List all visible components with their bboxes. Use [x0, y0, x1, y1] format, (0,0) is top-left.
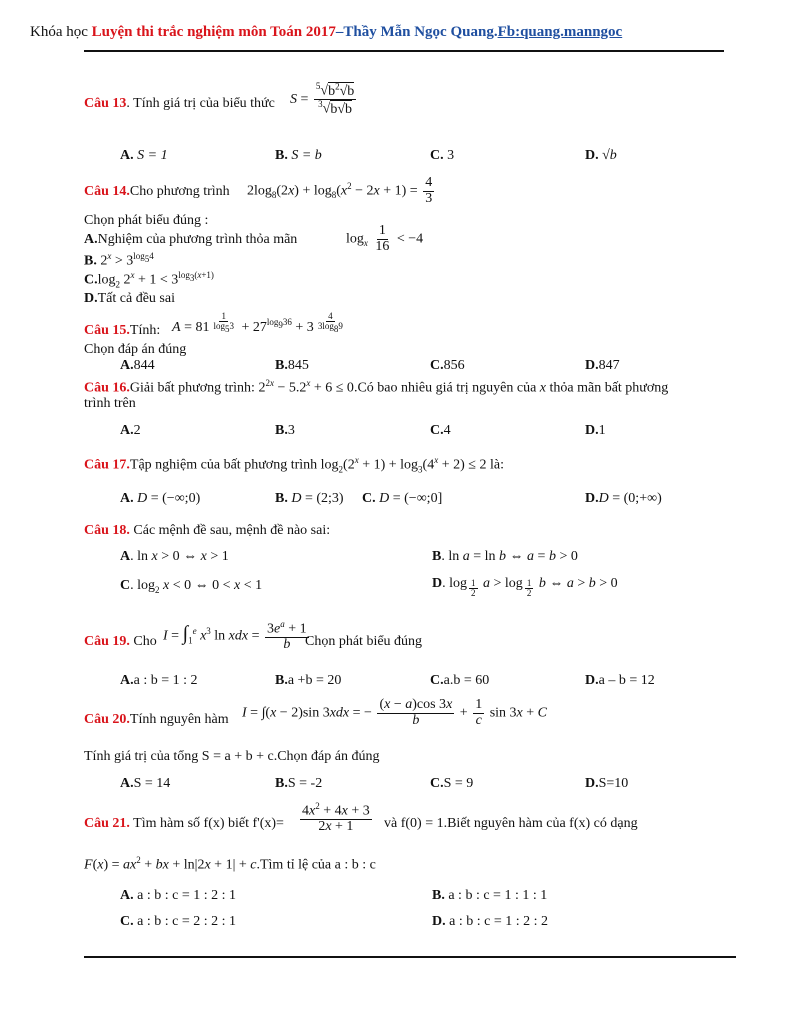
q21-text2: và f(0) = 1.Biết nguyên hàm của f(x) có dạng — [384, 816, 638, 831]
q14-choose: Chọn phát biểu đúng : — [84, 213, 209, 228]
q19-option-b[interactable]: B.a +b = 20 — [275, 673, 342, 688]
question-19: Câu 19. Cho — [84, 634, 157, 649]
question-13 — [84, 96, 275, 112]
q14-option-d[interactable]: D.Tất cả đều sai — [84, 291, 175, 306]
page-header — [30, 24, 622, 41]
q15-option-b[interactable]: B.845 — [275, 358, 309, 373]
q14-option-c[interactable]: $C.\log_2$ $2^x + 1 < 3^{log_3(x+1)}$ — [84, 270, 214, 290]
q19-text2: Chọn phát biểu đúng — [305, 634, 423, 649]
q13-option-b[interactable]: B. S = b — [275, 148, 322, 163]
q21-option-b[interactable]: B. a : b : c = 1 : 1 : 1 — [432, 888, 548, 903]
footer-divider — [84, 956, 736, 958]
q14-option-b[interactable]: B. $2^x > 3^{log_54}$ — [84, 251, 154, 269]
question-21: Câu 21. Tìm hàm số f(x) biết f'(x)= — [84, 816, 284, 831]
q18-option-d[interactable]: D. log $_{\frac{1}{2}}$ a > log $_{\frac{1}{2}}$ b ⇔ a > b > 0 — [432, 576, 618, 599]
q20-option-a[interactable]: A.S = 14 — [120, 776, 171, 791]
q19-option-a[interactable]: A.a : b = 1 : 2 — [120, 673, 198, 688]
q13-text: . Tính giá trị của biểu thức — [126, 96, 275, 111]
q17-option-d[interactable]: D.D = (0;+∞) — [585, 491, 662, 506]
q14-equation: $2\log_8(2x) + \log_8(x^2 - 2x + 1)$ = $\frac{4}{3}$ — [247, 175, 433, 206]
q15-choose: Chọn đáp án đúng — [84, 342, 187, 357]
q17-option-a[interactable]: A. D = (−∞;0) — [120, 491, 201, 506]
q20-option-c[interactable]: C.S = 9 — [430, 776, 474, 791]
q16-option-b[interactable]: B.3 — [275, 423, 295, 438]
q13-option-c[interactable]: C. 3 — [430, 148, 455, 163]
q20-option-d[interactable]: D.S=10 — [585, 776, 629, 791]
q16-option-d[interactable]: D.1 — [585, 423, 606, 438]
question-17: Câu 17.Tập nghiệm của bất phương trình $\log_2(2^x + 1) + \log_3(4^x + 2) \le 2$ là: — [84, 455, 504, 475]
header-teacher: Thầy Mẫn Ngọc Quang. — [343, 24, 498, 40]
q13-label: Câu 13 — [84, 96, 127, 111]
q13-formula: S = $\frac{^5√b^2√b}{^3√b√b}$ — [290, 81, 355, 117]
q13-option-a[interactable]: A. S = 1 — [120, 148, 168, 163]
q20-line2: Tính giá trị của tổng S = a + b + c.Chọn đáp án đúng — [84, 749, 380, 764]
q15-option-c[interactable]: C.856 — [430, 358, 465, 373]
header-dash: – — [335, 24, 344, 40]
question-14: Câu 14.Cho phương trình — [84, 184, 230, 199]
q18-option-b[interactable]: B. ln a = ln b ⇔ a = b > 0 — [432, 549, 578, 564]
header-prefix: Khóa học — [30, 24, 92, 40]
q21-line2: $F(x) = ax^2$ + bx + ln|2x + 1| + c.Tìm tỉ lệ của a : b : c — [84, 855, 376, 873]
question-16: Câu 16.Giải bất phương trình: $2^{2x} - 5.2^x + 6$ ≤ 0.Có bao nhiêu giá trị nguyên của x thỏa mãn bất phương — [84, 378, 669, 396]
q16-text-cont: trình trên — [84, 396, 136, 411]
question-15: Câu 15.Tính: — [84, 323, 161, 338]
q18-option-c[interactable]: C. $\log_2 x < 0$ ⇔ 0 < x < 1 — [120, 578, 263, 595]
q15-expression: A = 81 $^{\frac{1}{\log_53}}$ + $27^{log_936} + 3$ $^{\frac{4}{3\log_89}}$ — [172, 311, 343, 336]
q19-option-d[interactable]: D.a – b = 12 — [585, 673, 655, 688]
q15-option-d[interactable]: D.847 — [585, 358, 620, 373]
q16-option-c[interactable]: C.4 — [430, 423, 451, 438]
q15-option-a[interactable]: A.844 — [120, 358, 155, 373]
q18-option-a[interactable]: A. ln x > 0 ⇔ x > 1 — [120, 549, 229, 564]
q20-option-b[interactable]: B.S = -2 — [275, 776, 323, 791]
header-divider — [84, 50, 724, 52]
q19-integral: $I = \int_1^e$ $x^3$ ln xdx = $\frac{3e^a + 1}{b}$ — [163, 619, 307, 653]
header-course: Luyện thi trắc nghiệm môn Toán 2017 — [91, 24, 336, 40]
header-facebook-link[interactable]: Fb:quang.manngoc — [497, 24, 623, 40]
q16-option-a[interactable]: A.2 — [120, 423, 141, 438]
q14-option-a-formula: $\log_x$ $\frac{1}{16}$ < −4 — [346, 223, 424, 254]
q21-option-d[interactable]: D. a : b : c = 1 : 2 : 2 — [432, 914, 549, 929]
question-20: Câu 20.Tính nguyên hàm — [84, 712, 229, 727]
q17-option-c[interactable]: C. D = (−∞;0] — [362, 491, 443, 506]
q20-integral: I = ∫(x − 2)sin 3xdx = − $\frac{(x - a)\cos 3x}{b}$ + $\frac{1}{c}$ sin 3x + C — [242, 697, 547, 728]
q19-option-c[interactable]: C.a.b = 60 — [430, 673, 490, 688]
q17-option-b[interactable]: B. D = (2;3) — [275, 491, 344, 506]
q21-derivative: $\frac{4x^2 + 4x + 3}{2x + 1}$ — [302, 801, 370, 835]
question-18: Câu 18. Các mệnh đề sau, mệnh đề nào sai: — [84, 523, 331, 538]
q13-option-d[interactable]: D. √b — [585, 148, 617, 163]
q14-option-a[interactable]: A.Nghiệm của phương trình thỏa mãn — [84, 232, 298, 247]
q21-option-c[interactable]: C. a : b : c = 2 : 2 : 1 — [120, 914, 237, 929]
q21-option-a[interactable]: A. a : b : c = 1 : 2 : 1 — [120, 888, 237, 903]
